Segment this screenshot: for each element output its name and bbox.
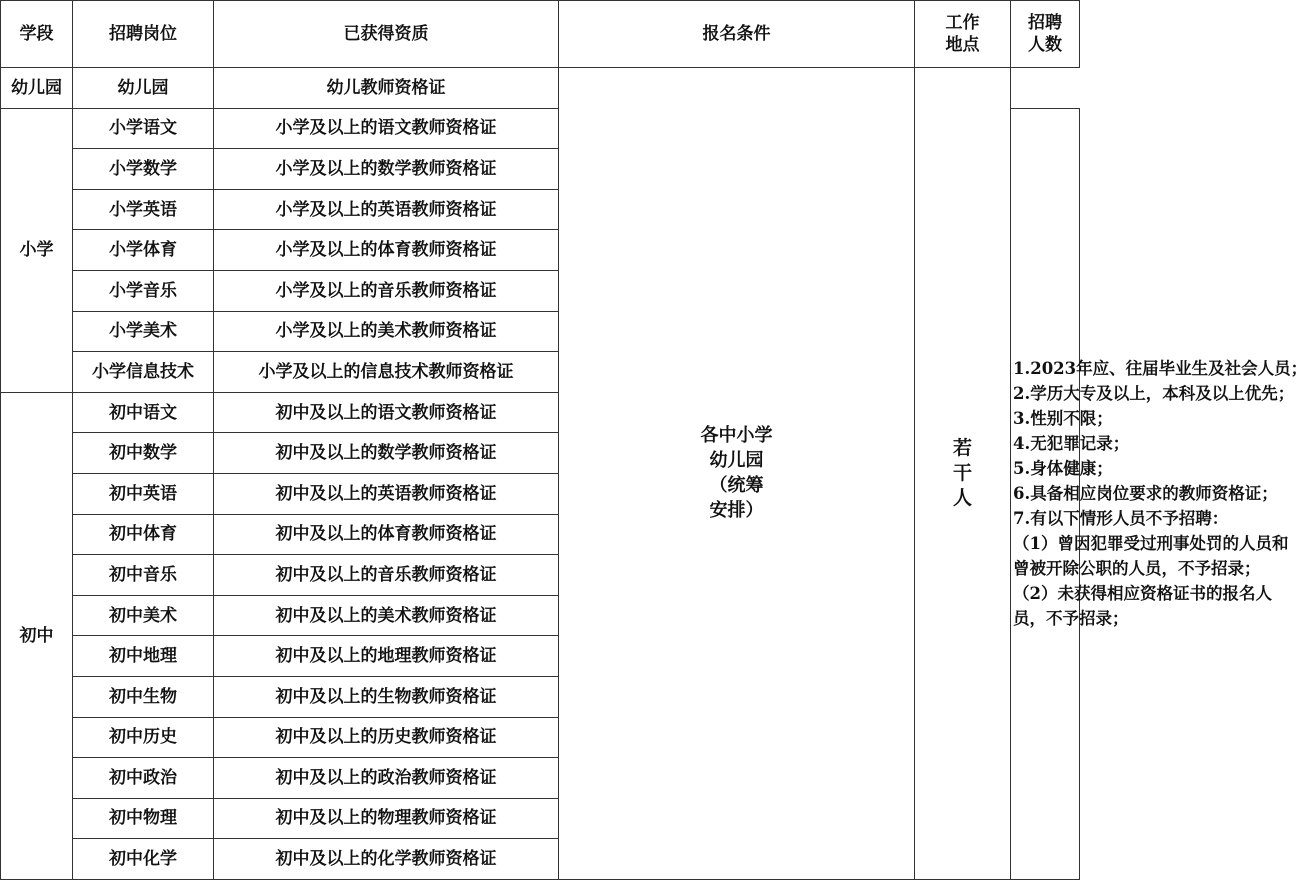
location-cell — [559, 68, 915, 880]
position-cell: 初中地理 — [73, 636, 214, 677]
qualification-cell: 初中及以上的英语教师资格证 — [214, 473, 559, 514]
qualification-cell: 初中及以上的美术教师资格证 — [214, 595, 559, 636]
count-line: 若 — [952, 436, 972, 459]
stage-cell: 小学 — [1, 108, 73, 392]
condition-line: （1）曾因犯罪受过刑事处罚的人员和 — [1013, 534, 1289, 554]
qualification-cell: 初中及以上的体育教师资格证 — [214, 514, 559, 555]
header-conditions: 报名条件 — [559, 1, 915, 68]
table-row — [1, 68, 1080, 109]
qualification-cell: 初中及以上的语文教师资格证 — [214, 392, 559, 433]
position-cell: 初中数学 — [73, 433, 214, 474]
header-count-line: 人数 — [1028, 35, 1062, 55]
qualification-cell: 初中及以上的化学教师资格证 — [214, 839, 559, 880]
position-cell: 初中化学 — [73, 839, 214, 880]
stage-cell: 初中 — [1, 392, 73, 879]
position-cell: 初中美术 — [73, 595, 214, 636]
qualification-cell: 小学及以上的美术教师资格证 — [214, 311, 559, 352]
qualification-cell: 初中及以上的物理教师资格证 — [214, 798, 559, 839]
header-location-line: 地点 — [945, 35, 980, 55]
header-position: 招聘岗位 — [73, 1, 214, 68]
position-cell: 小学信息技术 — [73, 352, 214, 393]
qualification-cell: 初中及以上的政治教师资格证 — [214, 758, 559, 799]
qualification-cell: 初中及以上的数学教师资格证 — [214, 433, 559, 474]
condition-line: 曾被开除公职的人员，不予招录； — [1013, 559, 1261, 579]
position-cell: 幼儿园 — [73, 68, 214, 109]
location-line: 各中小学 — [700, 425, 773, 447]
condition-line: 7.有以下情形人员不予招聘： — [1013, 509, 1229, 529]
location-line: 安排） — [709, 500, 764, 522]
location-line: 幼儿园 — [709, 450, 764, 472]
header-count-line: 招聘 — [1028, 13, 1062, 33]
position-cell: 初中历史 — [73, 717, 214, 758]
qualification-cell: 初中及以上的音乐教师资格证 — [214, 555, 559, 596]
position-cell: 小学语文 — [73, 108, 214, 149]
position-cell: 小学英语 — [73, 189, 214, 230]
condition-line: 5.身体健康； — [1013, 459, 1113, 479]
qualification-cell: 初中及以上的历史教师资格证 — [214, 717, 559, 758]
qualification-cell: 小学及以上的体育教师资格证 — [214, 230, 559, 271]
qualification-cell: 初中及以上的地理教师资格证 — [214, 636, 559, 677]
location-line: （统筹 — [709, 475, 764, 497]
qualification-cell: 初中及以上的生物教师资格证 — [214, 676, 559, 717]
condition-line: 4.无犯罪记录； — [1013, 434, 1130, 454]
position-cell: 初中物理 — [73, 798, 214, 839]
count-cell — [915, 68, 1011, 880]
conditions-cell — [1011, 108, 1307, 879]
qualification-cell: 小学及以上的信息技术教师资格证 — [214, 352, 559, 393]
header-location — [915, 1, 1011, 68]
header-stage: 学段 — [1, 1, 73, 68]
count-line: 人 — [952, 486, 972, 509]
qualification-cell: 小学及以上的音乐教师资格证 — [214, 270, 559, 311]
position-cell: 小学数学 — [73, 149, 214, 190]
condition-line: 6.具备相应岗位要求的教师资格证； — [1013, 484, 1278, 504]
qualification-cell: 小学及以上的英语教师资格证 — [214, 189, 559, 230]
position-cell: 初中生物 — [73, 676, 214, 717]
qualification-cell: 幼儿教师资格证 — [214, 68, 559, 109]
condition-line: 3.性别不限； — [1013, 409, 1113, 429]
position-cell: 小学美术 — [73, 311, 214, 352]
position-cell: 小学体育 — [73, 230, 214, 271]
condition-line: 员，不予招录； — [1013, 609, 1129, 629]
header-location-line: 工作 — [945, 13, 980, 33]
condition-line: 1.2023年应、往届毕业生及社会人员； — [1013, 359, 1307, 379]
header-qualification: 已获得资质 — [214, 1, 559, 68]
stage-cell: 幼儿园 — [1, 68, 73, 109]
position-cell: 初中政治 — [73, 758, 214, 799]
count-line: 干 — [952, 461, 972, 484]
position-cell: 初中体育 — [73, 514, 214, 555]
qualification-cell: 小学及以上的语文教师资格证 — [214, 108, 559, 149]
position-cell: 初中语文 — [73, 392, 214, 433]
header-row — [1, 1, 1080, 68]
position-cell: 小学音乐 — [73, 270, 214, 311]
condition-line: 2.学历大专及以上，本科及以上优先； — [1013, 384, 1295, 404]
position-cell: 初中音乐 — [73, 555, 214, 596]
header-count — [1011, 1, 1080, 68]
position-cell: 初中英语 — [73, 473, 214, 514]
qualification-cell: 小学及以上的数学教师资格证 — [214, 149, 559, 190]
condition-line: （2）未获得相应资格证书的报名人 — [1013, 584, 1272, 604]
